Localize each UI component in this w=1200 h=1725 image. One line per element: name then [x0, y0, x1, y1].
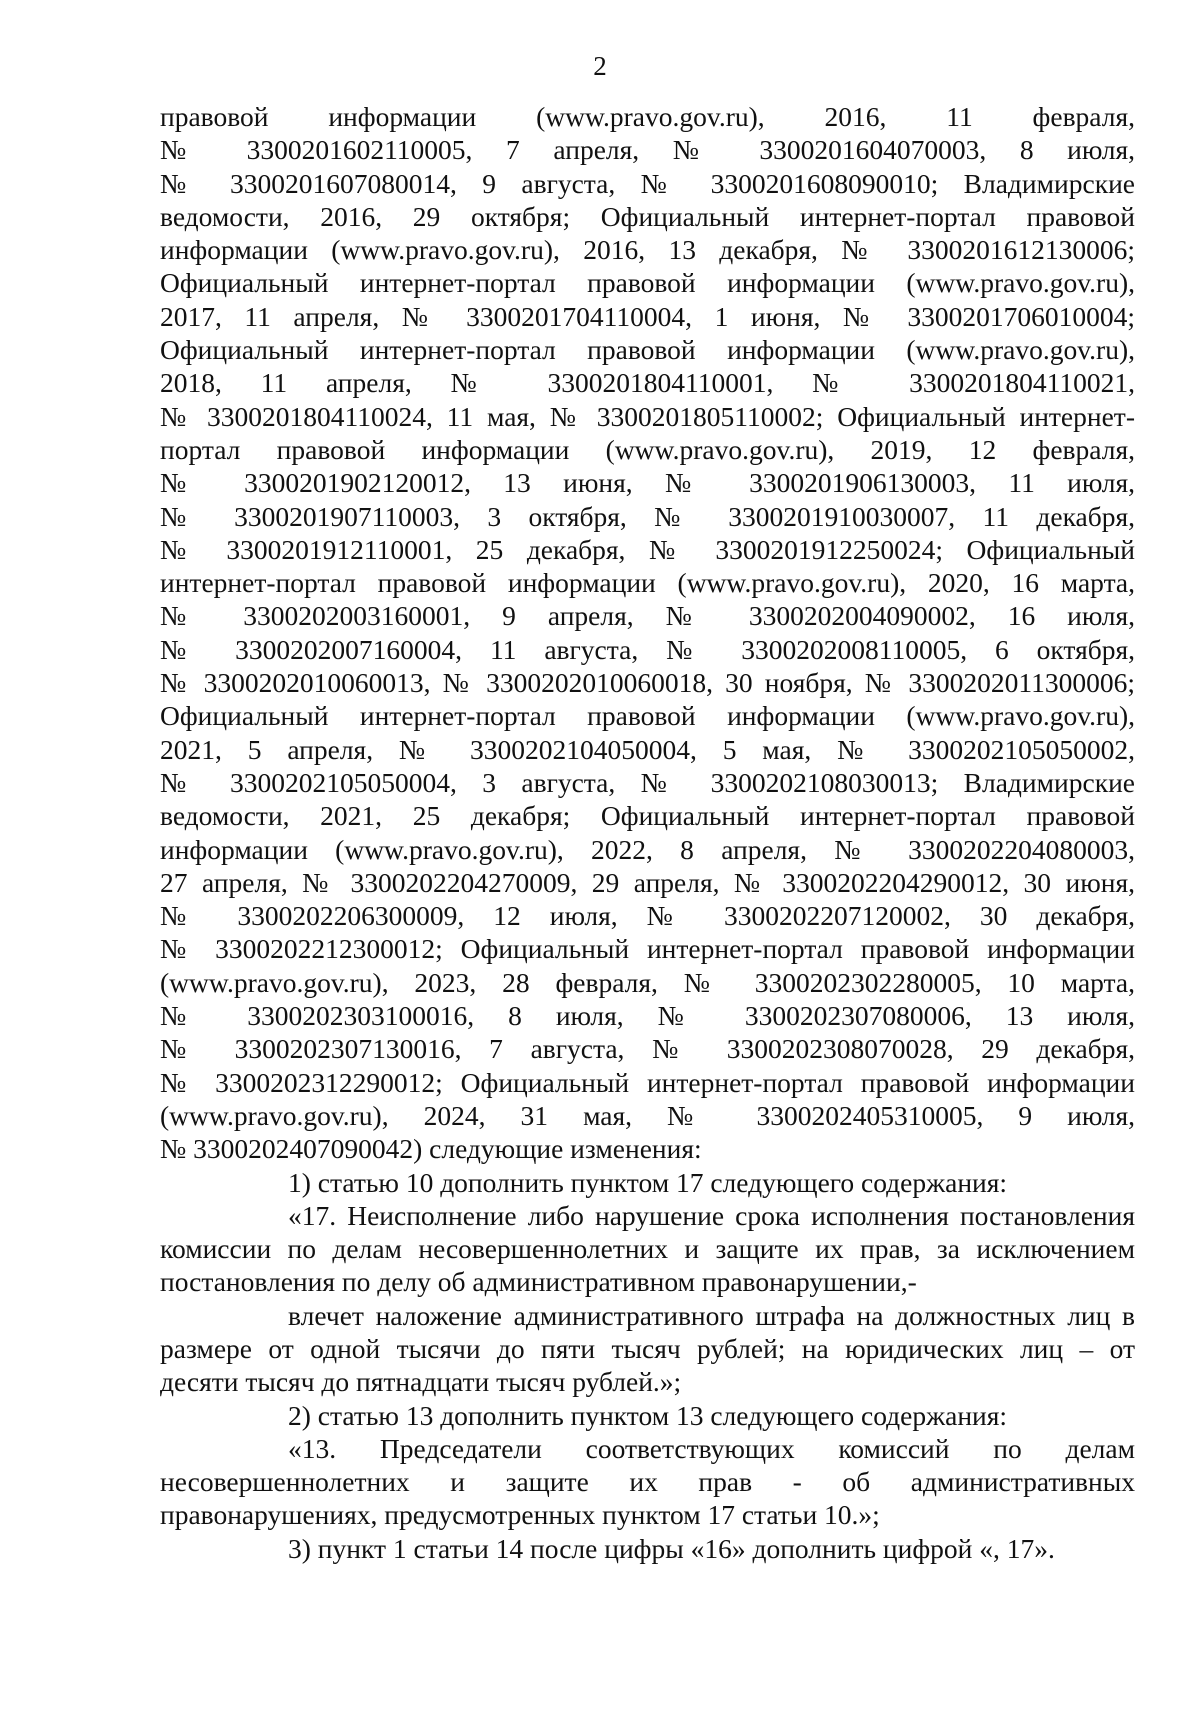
text-line: № 3300202307130016, 7 августа, № 3300202308070028, 29 декабря, — [160, 1033, 1135, 1065]
item-heading: 2) статью 13 дополнить пунктом 13 следующего содержания: — [288, 1399, 1008, 1431]
item-heading: 3) пункт 1 статьи 14 после цифры «16» дополнить цифрой «, 17». — [288, 1532, 1055, 1564]
text-line: 2017, 11 апреля, № 3300201704110004, 1 июня, № 3300201706010004; — [160, 300, 1135, 332]
text-line: влечет наложение административного штрафа на должностных лиц в — [288, 1299, 1135, 1331]
page-number: 2 — [593, 51, 607, 81]
text-line: правонарушениях, предусмотренных пунктом 17 статьи 10.»; — [160, 1499, 880, 1531]
text-line: несовершеннолетних и защите их прав - об административных — [160, 1466, 1135, 1498]
text-line: № 3300202007160004, 11 августа, № 3300202008110005, 6 октября, — [160, 633, 1135, 665]
text-line: № 3300201607080014, 9 августа, № 3300201608090010; Владимирские — [160, 167, 1135, 199]
text-line: постановления по делу об административном правонарушении,- — [160, 1266, 917, 1298]
text-line: № 3300201912110001, 25 декабря, № 3300201912250024; Официальный — [160, 533, 1135, 565]
text-line: информации (www.pravo.gov.ru), 2022, 8 апреля, № 3300202204080003, — [160, 833, 1135, 865]
text-line: № 3300201602110005, 7 апреля, № 3300201604070003, 8 июля, — [160, 134, 1135, 166]
item-heading: 1) статью 10 дополнить пунктом 17 следующего содержания: — [288, 1166, 1008, 1198]
intro-paragraph — [160, 100, 1135, 1166]
text-line: № 3300201907110003, 3 октября, № 3300201910030007, 11 декабря, — [160, 500, 1135, 532]
text-line: ведомости, 2021, 25 декабря; Официальный интернет-портал правовой — [160, 800, 1135, 832]
item-quote — [160, 1199, 1135, 1299]
text-line: № 3300202010060013, № 3300202010060018, 30 ноября, № 3300202011300006; — [160, 667, 1135, 699]
item-penalty — [160, 1299, 1135, 1399]
text-line: интернет-портал правовой информации (www.pravo.gov.ru), 2020, 16 марта, — [160, 567, 1135, 599]
text-line: ведомости, 2016, 29 октября; Официальный интернет-портал правовой — [160, 200, 1135, 232]
text-line: № 3300202303100016, 8 июля, № 3300202307080006, 13 июля, — [160, 1000, 1135, 1032]
text-line: № 3300202312290012; Официальный интернет-портал правовой информации — [160, 1066, 1135, 1098]
text-line: № 3300202003160001, 9 апреля, № 3300202004090002, 16 июля, — [160, 600, 1135, 632]
text-line: Официальный интернет-портал правовой информации (www.pravo.gov.ru), — [160, 700, 1135, 732]
text-line: № 3300202407090042) следующие изменения: — [160, 1133, 702, 1165]
amendment-item-1 — [160, 1166, 1135, 1399]
text-line: № 3300202105050004, 3 августа, № 3300202108030013; Владимирские — [160, 766, 1135, 798]
text-line: 27 апреля, № 3300202204270009, 29 апреля, № 3300202204290012, 30 июня, — [160, 866, 1135, 898]
text-line: портал правовой информации (www.pravo.gov.ru), 2019, 12 февраля, — [160, 433, 1135, 465]
text-line: «13. Председатели соответствующих комиссий по делам — [288, 1432, 1135, 1464]
text-line: № 3300201902120012, 13 июня, № 3300201906130003, 11 июля, — [160, 467, 1135, 499]
amendment-item-3 — [160, 1532, 1135, 1565]
amendment-item-2 — [160, 1399, 1135, 1532]
text-line: № 3300202212300012; Официальный интернет-портал правовой информации — [160, 933, 1135, 965]
text-line: «17. Неисполнение либо нарушение срока исполнения постановления — [288, 1199, 1135, 1231]
text-line: Официальный интернет-портал правовой информации (www.pravo.gov.ru), — [160, 334, 1135, 366]
text-line: размере от одной тысячи до пяти тысяч рублей; на юридических лиц – от — [160, 1332, 1135, 1364]
text-line: 2021, 5 апреля, № 3300202104050004, 5 мая, № 3300202105050002, — [160, 733, 1135, 765]
text-line: комиссии по делам несовершеннолетних и защите их прав, за исключением — [160, 1233, 1135, 1265]
text-line: правовой информации (www.pravo.gov.ru), 2016, 11 февраля, — [160, 101, 1135, 132]
text-line: десяти тысяч до пятнадцати тысяч рублей.»; — [160, 1366, 682, 1398]
text-line: (www.pravo.gov.ru), 2024, 31 мая, № 3300202405310005, 9 июля, — [160, 1099, 1135, 1131]
text-line: информации (www.pravo.gov.ru), 2016, 13 декабря, № 3300201612130006; — [160, 234, 1135, 266]
text-line: № 3300201804110024, 11 мая, № 3300201805110002; Официальный интернет- — [160, 400, 1135, 432]
text-line: 2018, 11 апреля, № 3300201804110001, № 3300201804110021, — [160, 367, 1135, 399]
text-line: Официальный интернет-портал правовой информации (www.pravo.gov.ru), — [160, 267, 1135, 299]
item-quote — [160, 1432, 1135, 1532]
document-body — [160, 100, 1135, 1565]
text-line: (www.pravo.gov.ru), 2023, 28 февраля, № 3300202302280005, 10 марта, — [160, 966, 1135, 998]
text-line: № 3300202206300009, 12 июля, № 3300202207120002, 30 декабря, — [160, 900, 1135, 932]
